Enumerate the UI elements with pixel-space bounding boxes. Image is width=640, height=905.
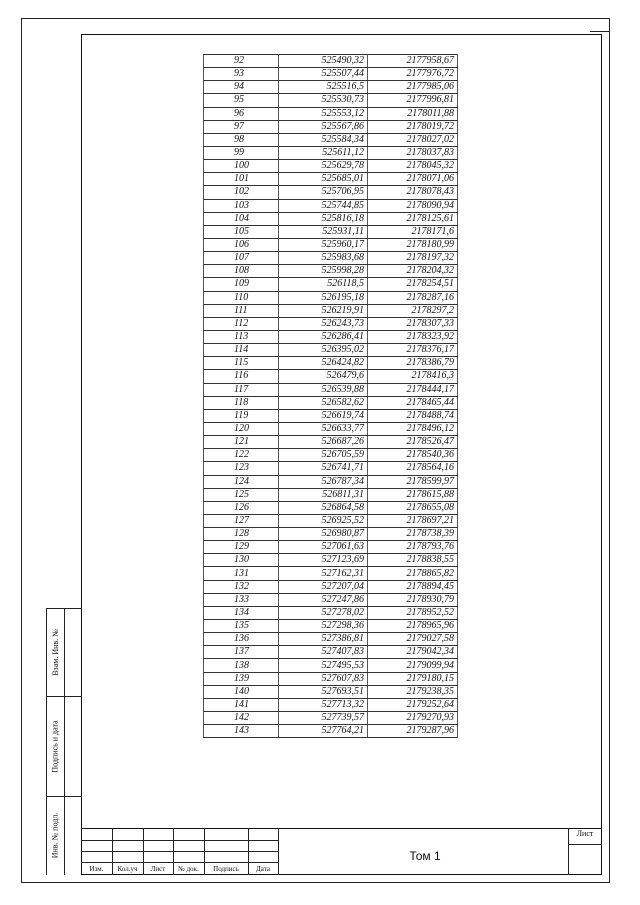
point-number-cell: 114 — [204, 344, 279, 357]
table-row — [204, 580, 458, 593]
table-row — [204, 370, 458, 383]
table-row — [204, 646, 458, 659]
table-row — [204, 541, 458, 554]
y-coordinate-cell: 2178125,61 — [368, 212, 458, 225]
x-coordinate-cell: 527298,36 — [279, 620, 368, 633]
x-coordinate-cell: 527693,51 — [279, 685, 368, 698]
table-row — [204, 357, 458, 370]
x-coordinate-cell: 527123,69 — [279, 554, 368, 567]
point-number-cell: 100 — [204, 160, 279, 173]
x-coordinate-cell: 525584,34 — [279, 133, 368, 146]
y-coordinate-cell: 2178019,72 — [368, 120, 458, 133]
point-number-cell: 108 — [204, 265, 279, 278]
y-coordinate-cell: 2178738,39 — [368, 528, 458, 541]
y-coordinate-cell: 2178496,12 — [368, 422, 458, 435]
y-coordinate-cell: 2178297,2 — [368, 304, 458, 317]
x-coordinate-cell: 527739,57 — [279, 712, 368, 725]
point-number-cell: 122 — [204, 449, 279, 462]
sheet-separator — [568, 844, 602, 845]
x-coordinate-cell: 526980,87 — [279, 528, 368, 541]
point-number-cell: 117 — [204, 383, 279, 396]
point-number-cell: 138 — [204, 659, 279, 672]
point-number-cell: 135 — [204, 620, 279, 633]
x-coordinate-cell: 525629,78 — [279, 160, 368, 173]
table-row — [204, 252, 458, 265]
x-coordinate-cell: 527713,32 — [279, 698, 368, 711]
point-number-cell: 131 — [204, 567, 279, 580]
table-row — [204, 659, 458, 672]
x-coordinate-cell: 527162,31 — [279, 567, 368, 580]
y-coordinate-cell: 2178564,16 — [368, 462, 458, 475]
table-row — [204, 685, 458, 698]
y-coordinate-cell: 2178894,45 — [368, 580, 458, 593]
point-number-cell: 123 — [204, 462, 279, 475]
point-number-cell: 113 — [204, 330, 279, 343]
x-coordinate-cell: 526479,6 — [279, 370, 368, 383]
table-row — [204, 278, 458, 291]
x-coordinate-cell: 526633,77 — [279, 422, 368, 435]
table-row — [204, 672, 458, 685]
x-coordinate-cell: 526787,34 — [279, 475, 368, 488]
y-coordinate-cell: 2178254,51 — [368, 278, 458, 291]
y-coordinate-cell: 2178526,47 — [368, 436, 458, 449]
side-label-original-inv: Инв. № подл. — [50, 812, 60, 859]
point-number-cell: 101 — [204, 173, 279, 186]
x-coordinate-cell: 525744,85 — [279, 199, 368, 212]
point-number-cell: 124 — [204, 475, 279, 488]
col-label-signature: Подпись — [213, 865, 239, 873]
y-coordinate-cell: 2178171,6 — [368, 225, 458, 238]
table-row — [204, 238, 458, 251]
y-coordinate-cell: 2177976,72 — [368, 68, 458, 81]
table-row — [204, 462, 458, 475]
x-coordinate-cell: 527247,86 — [279, 593, 368, 606]
col-label-kol-uch: Кол.уч — [117, 865, 138, 873]
x-coordinate-cell: 526424,82 — [279, 357, 368, 370]
x-coordinate-cell: 527061,63 — [279, 541, 368, 554]
point-number-cell: 120 — [204, 422, 279, 435]
point-number-cell: 97 — [204, 120, 279, 133]
x-coordinate-cell: 527278,02 — [279, 606, 368, 619]
x-coordinate-cell: 526811,31 — [279, 488, 368, 501]
point-number-cell: 102 — [204, 186, 279, 199]
table-row — [204, 160, 458, 173]
y-coordinate-cell: 2178071,06 — [368, 173, 458, 186]
point-number-cell: 134 — [204, 606, 279, 619]
sheet-corner-tab — [590, 18, 610, 32]
point-number-cell: 126 — [204, 501, 279, 514]
y-coordinate-cell: 2178197,32 — [368, 252, 458, 265]
point-number-cell: 94 — [204, 81, 279, 94]
y-coordinate-cell: 2179027,58 — [368, 633, 458, 646]
x-coordinate-cell: 526118,5 — [279, 278, 368, 291]
table-row — [204, 725, 458, 738]
point-number-cell: 109 — [204, 278, 279, 291]
y-coordinate-cell: 2178323,92 — [368, 330, 458, 343]
y-coordinate-cell: 2178540,36 — [368, 449, 458, 462]
x-coordinate-cell: 526286,41 — [279, 330, 368, 343]
point-number-cell: 119 — [204, 409, 279, 422]
table-row — [204, 55, 458, 68]
col-label-date: Дата — [256, 865, 270, 873]
x-coordinate-cell: 526243,73 — [279, 317, 368, 330]
point-number-cell: 107 — [204, 252, 279, 265]
y-coordinate-cell: 2179099,94 — [368, 659, 458, 672]
y-coordinate-cell: 2179252,64 — [368, 698, 458, 711]
point-number-cell: 129 — [204, 541, 279, 554]
x-coordinate-cell: 525516,5 — [279, 81, 368, 94]
x-coordinate-cell: 525685,01 — [279, 173, 368, 186]
table-row — [204, 225, 458, 238]
y-coordinate-cell: 2177996,81 — [368, 94, 458, 107]
x-coordinate-cell: 525706,95 — [279, 186, 368, 199]
point-number-cell: 142 — [204, 712, 279, 725]
y-coordinate-cell: 2178376,17 — [368, 344, 458, 357]
table-row — [204, 501, 458, 514]
point-number-cell: 128 — [204, 528, 279, 541]
table-row — [204, 133, 458, 146]
point-number-cell: 98 — [204, 133, 279, 146]
y-coordinate-cell: 2178204,32 — [368, 265, 458, 278]
y-coordinate-cell: 2178793,76 — [368, 541, 458, 554]
table-row — [204, 304, 458, 317]
x-coordinate-cell: 527607,83 — [279, 672, 368, 685]
y-coordinate-cell: 2178615,88 — [368, 488, 458, 501]
point-number-cell: 132 — [204, 580, 279, 593]
y-coordinate-cell: 2178037,83 — [368, 146, 458, 159]
x-coordinate-cell: 526395,02 — [279, 344, 368, 357]
point-number-cell: 133 — [204, 593, 279, 606]
y-coordinate-cell: 2178180,99 — [368, 238, 458, 251]
y-coordinate-cell: 2179270,93 — [368, 712, 458, 725]
table-row — [204, 344, 458, 357]
table-row — [204, 396, 458, 409]
table-row — [204, 436, 458, 449]
y-coordinate-cell: 2177958,67 — [368, 55, 458, 68]
table-row — [204, 107, 458, 120]
table-row — [204, 199, 458, 212]
x-coordinate-cell: 525507,44 — [279, 68, 368, 81]
x-coordinate-cell: 527207,04 — [279, 580, 368, 593]
y-coordinate-cell: 2178697,21 — [368, 514, 458, 527]
table-row — [204, 81, 458, 94]
table-row — [204, 383, 458, 396]
y-coordinate-cell: 2178416,3 — [368, 370, 458, 383]
y-coordinate-cell: 2179042,34 — [368, 646, 458, 659]
table-row — [204, 698, 458, 711]
table-row — [204, 633, 458, 646]
point-number-cell: 111 — [204, 304, 279, 317]
y-coordinate-cell: 2178307,33 — [368, 317, 458, 330]
x-coordinate-cell: 525983,68 — [279, 252, 368, 265]
table-row — [204, 291, 458, 304]
x-coordinate-cell: 526619,74 — [279, 409, 368, 422]
x-coordinate-cell: 526864,58 — [279, 501, 368, 514]
x-coordinate-cell: 527386,81 — [279, 633, 368, 646]
y-coordinate-cell: 2178027,02 — [368, 133, 458, 146]
y-coordinate-cell: 2178930,79 — [368, 593, 458, 606]
y-coordinate-cell: 2178444,17 — [368, 383, 458, 396]
col-label-list: Лист — [150, 865, 166, 873]
y-coordinate-cell: 2178599,97 — [368, 475, 458, 488]
y-coordinate-cell: 2178865,82 — [368, 567, 458, 580]
x-coordinate-cell: 525553,12 — [279, 107, 368, 120]
table-row — [204, 317, 458, 330]
point-number-cell: 96 — [204, 107, 279, 120]
table-row — [204, 173, 458, 186]
table-row — [204, 409, 458, 422]
table-row — [204, 68, 458, 81]
point-number-cell: 141 — [204, 698, 279, 711]
point-number-cell: 143 — [204, 725, 279, 738]
point-number-cell: 139 — [204, 672, 279, 685]
point-number-cell: 95 — [204, 94, 279, 107]
y-coordinate-cell: 2178655,08 — [368, 501, 458, 514]
point-number-cell: 127 — [204, 514, 279, 527]
table-row — [204, 265, 458, 278]
y-coordinate-cell: 2179180,15 — [368, 672, 458, 685]
table-row — [204, 712, 458, 725]
y-coordinate-cell: 2178965,96 — [368, 620, 458, 633]
x-coordinate-cell: 525530,73 — [279, 94, 368, 107]
table-row — [204, 330, 458, 343]
point-number-cell: 103 — [204, 199, 279, 212]
table-row — [204, 593, 458, 606]
x-coordinate-cell: 527407,83 — [279, 646, 368, 659]
table-row — [204, 488, 458, 501]
x-coordinate-cell: 526219,91 — [279, 304, 368, 317]
x-coordinate-cell: 525998,28 — [279, 265, 368, 278]
table-row — [204, 567, 458, 580]
x-coordinate-cell: 525960,17 — [279, 238, 368, 251]
point-number-cell: 130 — [204, 554, 279, 567]
x-coordinate-cell: 525567,86 — [279, 120, 368, 133]
table-row — [204, 94, 458, 107]
point-number-cell: 110 — [204, 291, 279, 304]
x-coordinate-cell: 525816,18 — [279, 212, 368, 225]
point-number-cell: 137 — [204, 646, 279, 659]
col-label-izm: Изм. — [89, 865, 104, 873]
y-coordinate-cell: 2178386,79 — [368, 357, 458, 370]
table-row — [204, 449, 458, 462]
table-row — [204, 422, 458, 435]
y-coordinate-cell: 2178078,43 — [368, 186, 458, 199]
point-number-cell: 125 — [204, 488, 279, 501]
point-number-cell: 99 — [204, 146, 279, 159]
table-row — [204, 528, 458, 541]
point-number-cell: 105 — [204, 225, 279, 238]
point-number-cell: 116 — [204, 370, 279, 383]
point-number-cell: 121 — [204, 436, 279, 449]
point-number-cell: 112 — [204, 317, 279, 330]
x-coordinate-cell: 526687,26 — [279, 436, 368, 449]
table-row — [204, 186, 458, 199]
y-coordinate-cell: 2178287,16 — [368, 291, 458, 304]
table-row — [204, 606, 458, 619]
y-coordinate-cell: 2178465,44 — [368, 396, 458, 409]
y-coordinate-cell: 2178045,32 — [368, 160, 458, 173]
table-row — [204, 146, 458, 159]
side-label-replacement-inv: Взам. Инв. № — [50, 628, 60, 676]
point-number-cell: 118 — [204, 396, 279, 409]
x-coordinate-cell: 526925,52 — [279, 514, 368, 527]
point-number-cell: 115 — [204, 357, 279, 370]
point-number-cell: 140 — [204, 685, 279, 698]
y-coordinate-cell: 2179287,96 — [368, 725, 458, 738]
sheet-label: Лист — [576, 829, 594, 838]
table-row — [204, 554, 458, 567]
x-coordinate-cell: 526539,88 — [279, 383, 368, 396]
y-coordinate-cell: 2178952,52 — [368, 606, 458, 619]
point-number-cell: 92 — [204, 55, 279, 68]
point-number-cell: 136 — [204, 633, 279, 646]
table-row — [204, 475, 458, 488]
table-row — [204, 620, 458, 633]
x-coordinate-cell: 525931,11 — [279, 225, 368, 238]
table-row — [204, 212, 458, 225]
y-coordinate-cell: 2178838,55 — [368, 554, 458, 567]
x-coordinate-cell: 526195,18 — [279, 291, 368, 304]
table-row — [204, 514, 458, 527]
x-coordinate-cell: 525490,32 — [279, 55, 368, 68]
x-coordinate-cell: 527764,21 — [279, 725, 368, 738]
y-coordinate-cell: 2177985,06 — [368, 81, 458, 94]
x-coordinate-cell: 526582,62 — [279, 396, 368, 409]
x-coordinate-cell: 526705,59 — [279, 449, 368, 462]
col-label-doc-num: № док. — [178, 865, 199, 873]
point-number-cell: 104 — [204, 212, 279, 225]
volume-label: Том 1 — [409, 849, 441, 863]
x-coordinate-cell: 527495,53 — [279, 659, 368, 672]
y-coordinate-cell: 2178488,74 — [368, 409, 458, 422]
coordinates-table — [203, 54, 458, 738]
table-row — [204, 120, 458, 133]
y-coordinate-cell: 2179238,35 — [368, 685, 458, 698]
point-number-cell: 106 — [204, 238, 279, 251]
revision-grid — [81, 828, 278, 875]
side-label-signature-date: Подпись и дата — [50, 719, 60, 773]
side-stamp-strip — [46, 608, 82, 875]
y-coordinate-cell: 2178090,94 — [368, 199, 458, 212]
point-number-cell: 93 — [204, 68, 279, 81]
y-coordinate-cell: 2178011,88 — [368, 107, 458, 120]
x-coordinate-cell: 525611,12 — [279, 146, 368, 159]
x-coordinate-cell: 526741,71 — [279, 462, 368, 475]
